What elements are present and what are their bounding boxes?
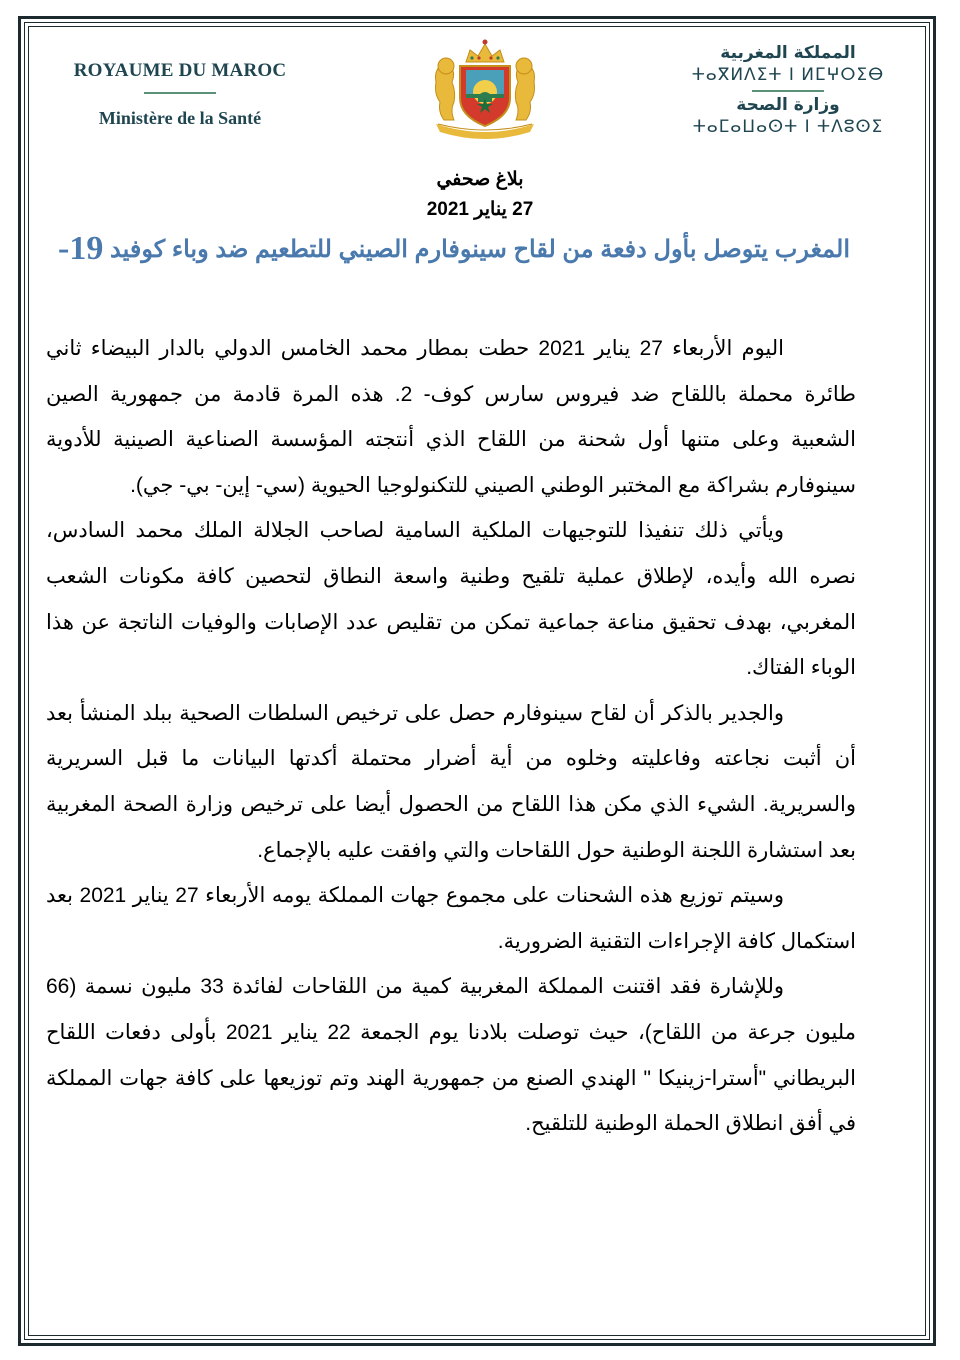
headline-number: 19-: [58, 230, 104, 267]
press-release-label: بلاغ صحفي: [436, 169, 524, 190]
headline-text: المغرب يتوصل بأول دفعة من لقاح سينوفارم الصيني للتطعيم ضد وباء كوفيد: [110, 236, 850, 263]
kingdom-name-fr: ROYAUME DU MAROC: [73, 60, 287, 81]
paragraph: وسيتم توزيع هذه الشحنات على مجموع جهات المملكة يومه الأربعاء 27 يناير 2021 بعد استكمال كافة الإجراءات التقنية الضرورية.: [46, 884, 856, 953]
header-divider-right: [752, 90, 824, 92]
headline: [40, 230, 850, 268]
press-release-body: [46, 326, 856, 1147]
header-arabic-block: [678, 42, 898, 138]
paragraph: والجدير بالذكر أن لقاح سينوفارم حصل على ترخيص السلطات الصحية ببلد المنشأ بعد أن أثبت نجاعته وفاعليته وخلوه من أية أضرار محتملة أكدتها البيانات ما قبل السريرية والسريرية. الشيء الذي مكن هذا اللقاح من الحصول أيضا على ترخيص وزارة الصحة المغربية بعد استشارة اللجنة الوطنية حول اللقاحات والتي وافقت عليه بالإجماع.: [46, 701, 856, 862]
paragraph: ويأتي ذلك تنفيذا للتوجيهات الملكية السامية لصاحب الجلالة الملك محمد السادس، نصره الله وأيده، لإطلاق عملية تلقيح وطنية واسعة النطاق لتحصين كافة مكونات الشعب المغربي، بهدف تحقيق مناعة جماعية تمكن من تقليص عدد الإصابات والوفيات الناتجة عن هذا الوباء الفتاك.: [46, 519, 856, 680]
press-release-date: 27 يناير 2021: [426, 199, 534, 220]
paragraph: وللإشارة فقد اقتنت المملكة المغربية كمية من اللقاحات لفائدة 33 مليون نسمة (66 مليون جرعة من اللقاح)، حيث توصلت بلادنا يوم الجمعة 22 يناير 2021 بأولى دفعات اللقاح البريطاني "أسترا-زينيكا " الهندي الصنع من جمهورية الهند وتم توزيعها على كافة جهات المملكة في أفق انطلاق الحملة الوطنية للتلقيح.: [46, 975, 856, 1136]
kingdom-name-ar: المملكة المغربية: [720, 43, 856, 63]
ministry-name-tifinagh: ⵜⴰⵎⴰⵡⴰⵙⵜ ⵏ ⵜⴷⵓⵙⵉ: [692, 117, 884, 137]
coat-of-arms-icon: [426, 36, 544, 140]
paragraph: اليوم الأربعاء 27 يناير 2021 حطت بمطار محمد الخامس الدولي بالدار البيضاء ثاني طائرة محملة باللقاح ضد فيروس سارس كوف- 2. هذه المرة قادمة من جمهورية الصين الشعبية وعلى متنها أول شحنة من اللقاح الذي أنتجته المؤسسة الصناعية الصينية للأدوية سينوفارم بشراكة مع المختبر الوطني الصيني للتكنولوجيا الحيوية (سي- إين- بي- جي).: [46, 337, 856, 497]
header-divider-left: [144, 92, 216, 94]
kingdom-name-tifinagh: ⵜⴰⴳⵍⴷⵉⵜ ⵏ ⵍⵎⵖⵔⵉⴱ: [691, 65, 885, 85]
ministry-name-fr: Ministère de la Santé: [98, 108, 262, 128]
ministry-name-ar: وزارة الصحة: [736, 95, 840, 115]
header-french-block: [40, 60, 320, 129]
